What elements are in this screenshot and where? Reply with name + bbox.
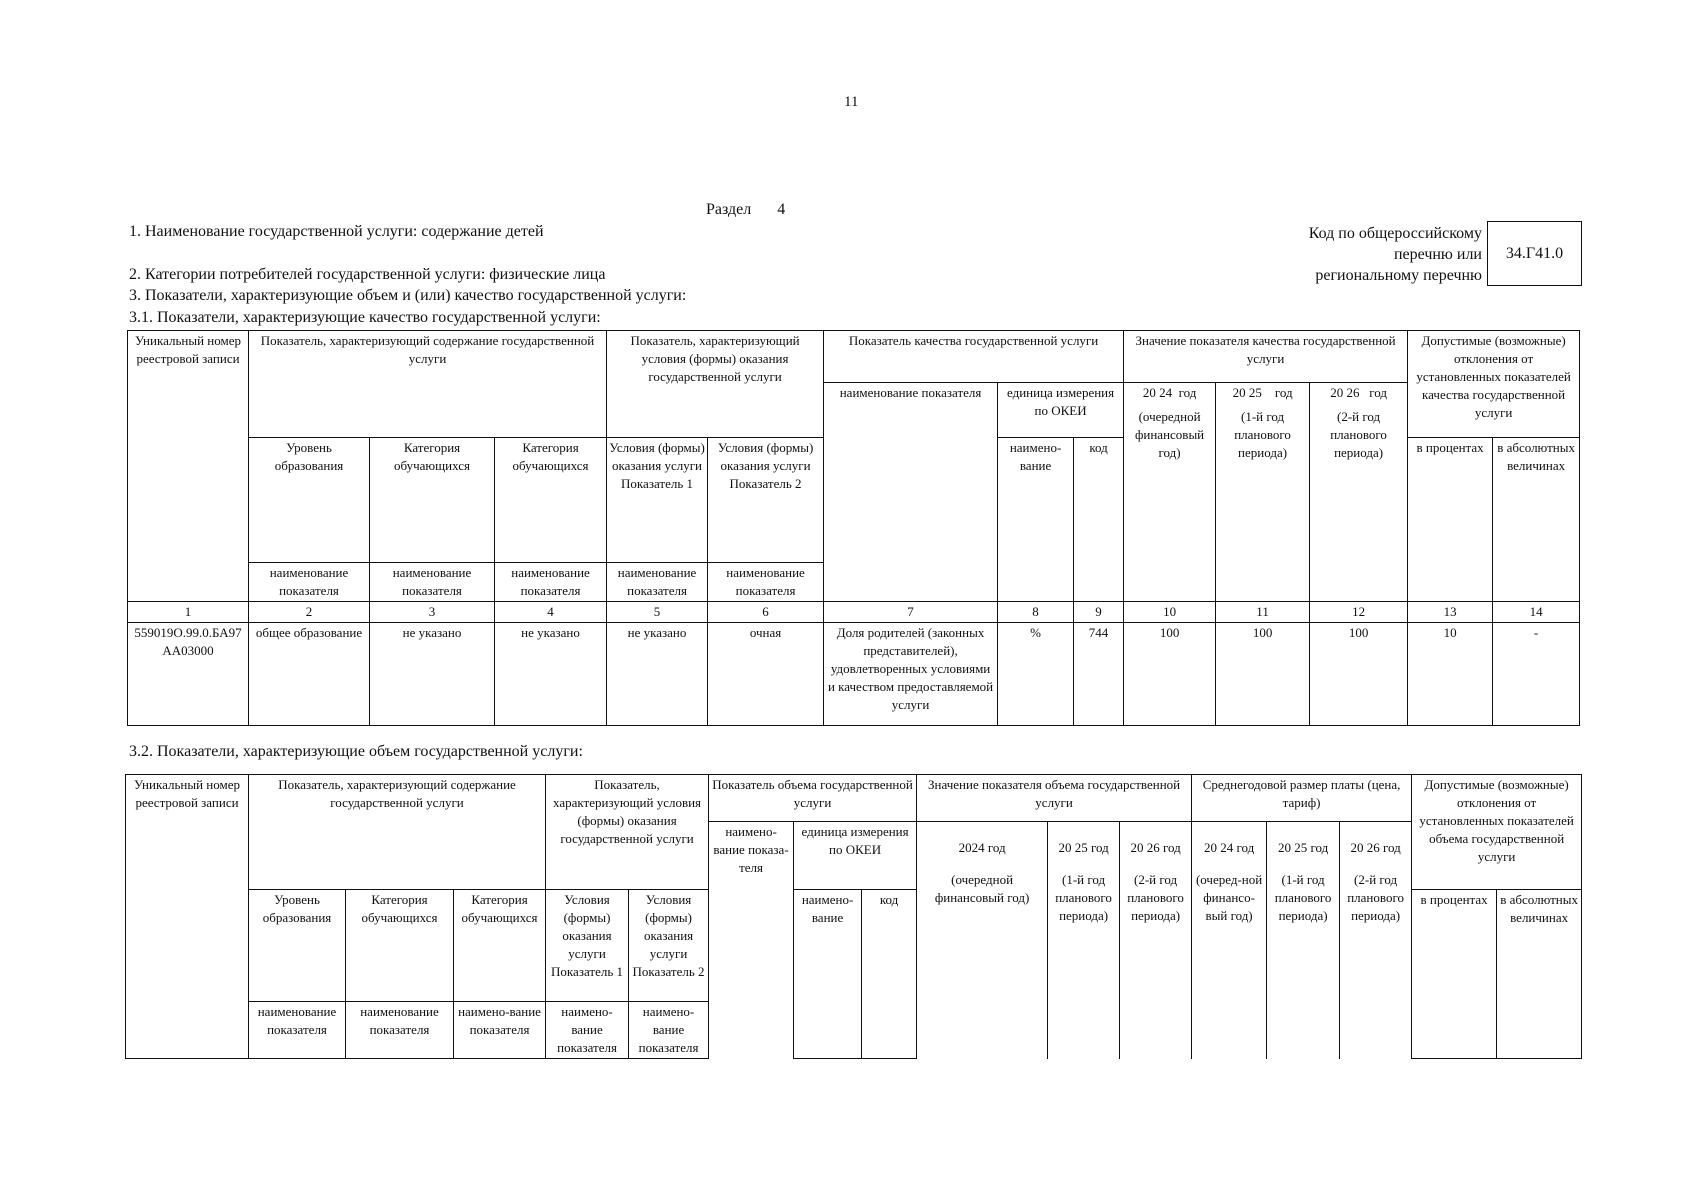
- header-quality-value: Значение показателя качества государственной услуги: [1124, 331, 1408, 383]
- header-year-2026: 20 26 год (2-й год планового периода): [1310, 383, 1408, 602]
- subheader-category-1: Категория обучающихся: [346, 890, 454, 1002]
- header-unit-okei: единица измерения по ОКЕИ: [998, 383, 1124, 438]
- volume-indicators-heading: 3.2. Показатели, характеризующие объем государственной услуги:: [129, 743, 583, 760]
- subheader-condition-2: Условия (формы) оказания услуги Показатель 2: [708, 438, 824, 563]
- indicator-name-label: наимено-вание показателя: [454, 1002, 546, 1059]
- header-volume-indicator: Показатель объема государственной услуги: [709, 775, 917, 822]
- indicator-name-label: наименование показателя: [495, 563, 607, 602]
- indicator-name-label: наименование показателя: [346, 1002, 454, 1059]
- subheader-absolute: в абсолютных величинах: [1497, 890, 1582, 1059]
- header-indicator-name: наимено-вание показа-теля: [709, 822, 794, 1059]
- header-conditions-indicator: Показатель, характеризующий условия (формы) оказания государственной услуги: [607, 331, 824, 438]
- header-unique-number: Уникальный номер реестровой записи: [126, 775, 249, 1059]
- indicator-name-label: наименование показателя: [607, 563, 708, 602]
- header-value-2025: 20 25 год (1-й год планового периода): [1048, 822, 1120, 1059]
- indicators-heading: 3. Показатели, характеризующие объем и (или) качество государственной услуги:: [129, 287, 687, 304]
- header-indicator-name: наименование показателя: [824, 383, 998, 602]
- header-content-indicator: Показатель, характеризующий содержание государственной услуги: [249, 331, 607, 438]
- subheader-unit-code: код: [862, 890, 917, 1059]
- registry-number: 559019О.99.0.БА97АА03000: [128, 623, 249, 726]
- subheader-level: Уровень образования: [249, 890, 346, 1002]
- subheader-level: Уровень образования: [249, 438, 370, 563]
- header-conditions-indicator: Показатель, характеризующий условия (формы) оказания государственной услуги: [546, 775, 709, 890]
- quality-indicators-heading: 3.1. Показатели, характеризующие качество государственной услуги:: [129, 309, 601, 326]
- subheader-unit-code: код: [1074, 438, 1124, 602]
- service-name: 1. Наименование государственной услуги: содержание детей: [129, 223, 544, 240]
- header-fee-2026: 20 26 год (2-й год планового периода): [1340, 822, 1412, 1059]
- header-average-fee: Среднегодовой размер платы (цена, тариф): [1192, 775, 1412, 822]
- header-fee-2025: 20 25 год (1-й год планового периода): [1267, 822, 1340, 1059]
- indicator-name-label: наименование показателя: [249, 563, 370, 602]
- indicator-name-label: наименование показателя: [249, 1002, 346, 1059]
- subheader-percent: в процентах: [1412, 890, 1497, 1059]
- column-number-row: 1 2 3 4 5 6 7 8 9 10 11 12 13 14: [128, 602, 1580, 623]
- indicator-name-label: наимено-вание показателя: [546, 1002, 629, 1059]
- section-number: 4: [777, 201, 786, 218]
- header-year-2025: 20 25 год (1-й год планового периода): [1216, 383, 1310, 602]
- header-value-2024: 2024 год (очередной финансовый год): [917, 822, 1048, 1059]
- header-year-2024: 20 24 год (очередной финансовый год): [1124, 383, 1216, 602]
- page-number: 11: [844, 94, 859, 110]
- header-value-2026: 20 26 год (2-й год планового периода): [1120, 822, 1192, 1059]
- registry-code-box: 34.Г41.0: [1487, 221, 1582, 286]
- volume-indicators-table: [125, 774, 1582, 1059]
- indicator-name-label: наименование показателя: [370, 563, 495, 602]
- registry-code-label: Код по общероссийскому перечню или региональному перечню: [1308, 225, 1482, 284]
- section-label: Раздел: [706, 201, 752, 218]
- subheader-category-2: Категория обучающихся: [495, 438, 607, 563]
- indicator-name-label: наименование показателя: [708, 563, 824, 602]
- header-quality-indicator: Показатель качества государственной услуги: [824, 331, 1124, 383]
- section-title: [706, 201, 785, 219]
- subheader-condition-1: Условия (формы) оказания услуги Показатель 1: [607, 438, 708, 563]
- subheader-absolute: в абсолютных величинах: [1493, 438, 1580, 602]
- header-volume-value: Значение показателя объема государственной услуги: [917, 775, 1192, 822]
- subheader-condition-1: Условия (формы) оказания услуги Показатель 1: [546, 890, 629, 1002]
- header-deviation: Допустимые (возможные) отклонения от установленных показателей качества государственной услуги: [1408, 331, 1580, 438]
- quality-indicators-table: [127, 330, 1580, 726]
- table-row: 559019О.99.0.БА97АА03000 общее образование не указано не указано не указано очная Доля родителей (законных представителей), удовлетворенных условиями и качеством предоставляемой услуги % 744 100 100 100 10 -: [128, 623, 1580, 726]
- subheader-percent: в процентах: [1408, 438, 1493, 602]
- header-fee-2024: 20 24 год (очеред-ной финансо-вый год): [1192, 822, 1267, 1059]
- header-unit-okei: единица измерения по ОКЕИ: [794, 822, 917, 890]
- consumer-category: 2. Категории потребителей государственной услуги: физические лица: [129, 266, 606, 283]
- subheader-category-1: Категория обучающихся: [370, 438, 495, 563]
- subheader-condition-2: Условия (формы) оказания услуги Показатель 2: [629, 890, 709, 1002]
- subheader-category-2: Категория обучающихся: [454, 890, 546, 1002]
- subheader-unit-name: наимено-вание: [794, 890, 862, 1059]
- header-deviation: Допустимые (возможные) отклонения от установленных показателей объема государственной услуги: [1412, 775, 1582, 890]
- indicator-name-label: наимено-вание показателя: [629, 1002, 709, 1059]
- header-unique-number: Уникальный номер реестровой записи: [128, 331, 249, 602]
- header-content-indicator: Показатель, характеризующий содержание государственной услуги: [249, 775, 546, 890]
- subheader-unit-name: наимено-вание: [998, 438, 1074, 602]
